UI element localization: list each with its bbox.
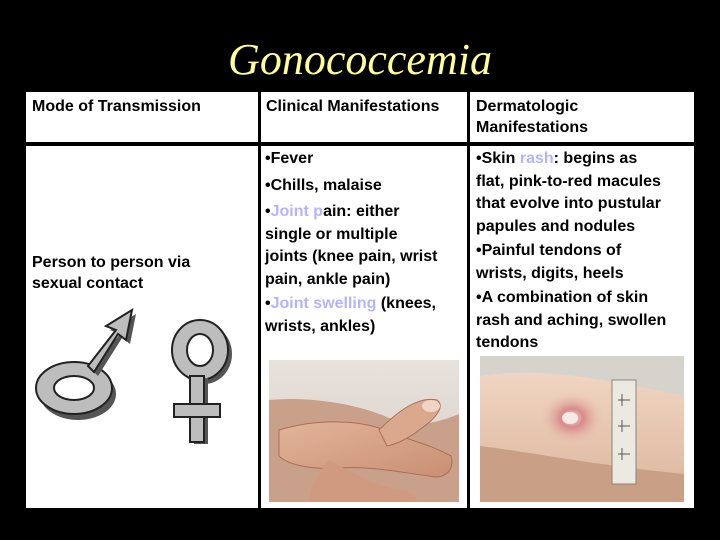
- derm-line: tendons: [476, 334, 539, 351]
- clinical-cell: [261, 146, 467, 508]
- clinical-line: pain, ankle pain): [265, 270, 391, 288]
- transmission-line: sexual contact: [32, 275, 144, 292]
- derm-item-rash: •Skin rash: begins as: [476, 150, 638, 167]
- header-dermatologic-manifestations: [470, 92, 694, 142]
- header-label: Dermatologic: [476, 98, 579, 115]
- lesion-photo-image: [480, 356, 684, 502]
- derm-line: that evolve into pustular: [476, 195, 661, 212]
- joint-pain-link[interactable]: p: [313, 203, 324, 220]
- header-clinical-manifestations: [261, 92, 467, 142]
- header-mode-of-transmission: [26, 92, 258, 142]
- derm-line: papules and nodules: [476, 217, 636, 235]
- male-female-symbols-image: [32, 304, 248, 464]
- header-label: Manifestations: [476, 119, 589, 136]
- clinical-line: wrists, ankles): [265, 317, 376, 335]
- derm-line: flat, pink-to-red macules: [476, 172, 661, 190]
- joint-pain-link[interactable]: Joint: [270, 203, 314, 220]
- clinical-line: single or multiple: [265, 225, 398, 243]
- transmission-text: [32, 252, 190, 294]
- rash-link[interactable]: rash: [519, 150, 554, 167]
- clinical-item-chills: •Chills, malaise: [265, 176, 382, 194]
- header-label: Clinical Manifestations: [266, 98, 440, 115]
- swollen-hand-photo: [269, 360, 459, 502]
- derm-line: wrists, digits, heels: [476, 264, 624, 282]
- clinical-line: joints (knee pain, wrist: [265, 248, 438, 265]
- derm-item-tendons: •Painful tendons of: [476, 242, 622, 259]
- clinical-text: [265, 148, 469, 338]
- header-label: Mode of Transmission: [32, 98, 201, 115]
- transmission-cell: [26, 146, 258, 508]
- slide-title: Gonococcemia: [228, 35, 492, 84]
- transmission-line: Person to person via: [32, 254, 191, 271]
- wrist-lesion-photo: [480, 356, 684, 502]
- clinical-item-fever: •Fever: [265, 150, 314, 167]
- joint-swelling-link[interactable]: Joint swelling: [270, 295, 377, 312]
- hand-photo-image: [269, 360, 459, 502]
- dermatologic-cell: [470, 146, 694, 508]
- derm-line: rash and aching, swollen: [476, 311, 667, 329]
- male-symbol-icon: [36, 310, 136, 420]
- dermatologic-text: [476, 148, 694, 355]
- female-symbol-icon: [172, 320, 232, 444]
- derm-item-combination: •A combination of skin: [476, 289, 649, 306]
- clinical-item-joint-swelling: •Joint swelling (knees,: [265, 295, 436, 312]
- clinical-item-joint-pain: •Joint pain: either: [265, 203, 400, 220]
